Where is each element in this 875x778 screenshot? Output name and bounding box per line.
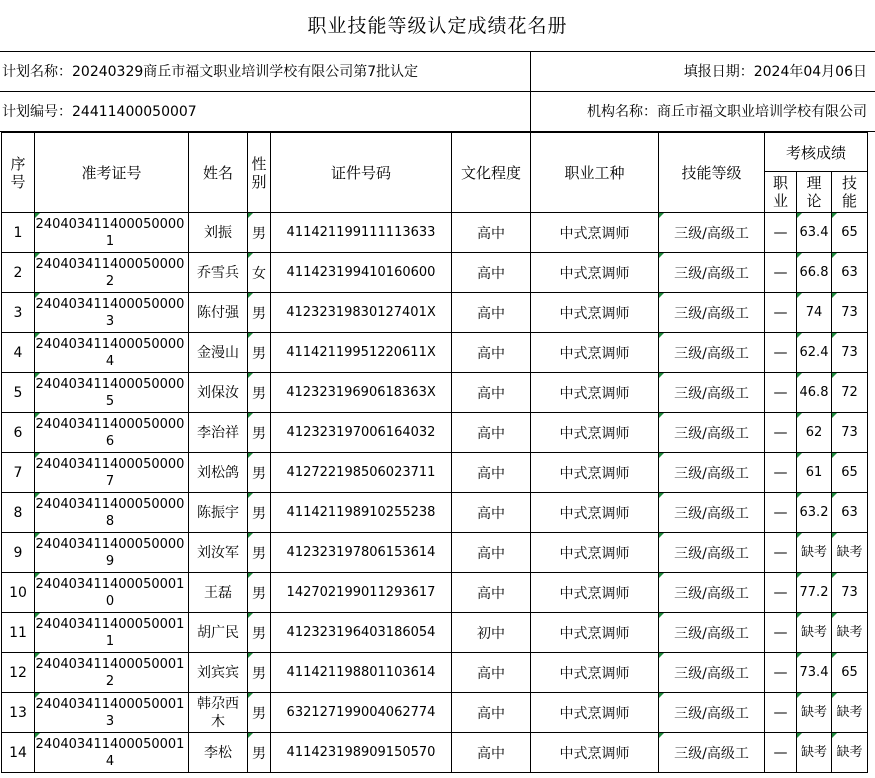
cell-occupation: 中式烹调师: [531, 733, 659, 773]
cell-vocation: —: [765, 653, 797, 693]
cell-skill: 73: [832, 293, 868, 333]
table-row: [2, 613, 868, 653]
cell-theory: 77.2: [797, 573, 832, 613]
cell-seq: 8: [2, 493, 35, 533]
cell-id-no: 411421198801103614: [271, 653, 452, 693]
cell-gender: 男: [248, 653, 271, 693]
cell-theory: 缺考: [797, 533, 832, 573]
cell-occupation: 中式烹调师: [531, 373, 659, 413]
cell-ticket: 2404034114000500004: [35, 333, 189, 373]
cell-theory: 73.4: [797, 653, 832, 693]
cell-skill: 缺考: [832, 613, 868, 653]
cell-name: 陈振宇: [189, 493, 248, 533]
page-title: 职业技能等级认定成绩花名册: [0, 0, 875, 52]
plan-no-row: [0, 92, 875, 132]
cell-education: 高中: [452, 693, 531, 733]
cell-id-no: 411423198909150570: [271, 733, 452, 773]
cell-skill-level: 三级/高级工: [659, 333, 765, 373]
cell-name: 金漫山: [189, 333, 248, 373]
org-name-label: 机构名称：: [587, 104, 657, 120]
cell-name: 李治祥: [189, 413, 248, 453]
cell-occupation: 中式烹调师: [531, 453, 659, 493]
cell-theory: 46.8: [797, 373, 832, 413]
cell-skill: 缺考: [832, 733, 868, 773]
cell-vocation: —: [765, 333, 797, 373]
cell-id-no: 412323197006164032: [271, 413, 452, 453]
table-row: [2, 213, 868, 253]
table-row: [2, 653, 868, 693]
cell-occupation: 中式烹调师: [531, 293, 659, 333]
cell-vocation: —: [765, 733, 797, 773]
cell-occupation: 中式烹调师: [531, 253, 659, 293]
cell-ticket: 2404034114000500001: [35, 213, 189, 253]
info-divider: [530, 92, 531, 131]
cell-occupation: 中式烹调师: [531, 573, 659, 613]
cell-gender: 男: [248, 693, 271, 733]
table-body: [2, 213, 868, 773]
cell-gender: 男: [248, 533, 271, 573]
header-theory: 理论: [797, 172, 832, 213]
cell-gender: 女: [248, 253, 271, 293]
cell-id-no: 41142119951220611X: [271, 333, 452, 373]
cell-seq: 2: [2, 253, 35, 293]
cell-name: 刘振: [189, 213, 248, 253]
cell-ticket: 2404034114000500010: [35, 573, 189, 613]
cell-seq: 4: [2, 333, 35, 373]
header-seq: 序号: [2, 133, 35, 213]
cell-id-no: 142702199011293617: [271, 573, 452, 613]
cell-ticket: 2404034114000500013: [35, 693, 189, 733]
cell-theory: 缺考: [797, 693, 832, 733]
cell-theory: 缺考: [797, 613, 832, 653]
cell-name: 李松: [189, 733, 248, 773]
cell-ticket: 2404034114000500014: [35, 733, 189, 773]
cell-seq: 1: [2, 213, 35, 253]
plan-no-value: 24411400050007: [72, 104, 197, 120]
cell-skill-level: 三级/高级工: [659, 573, 765, 613]
table-row: [2, 253, 868, 293]
cell-occupation: 中式烹调师: [531, 493, 659, 533]
cell-gender: 男: [248, 373, 271, 413]
cell-theory: 63.2: [797, 493, 832, 533]
cell-skill: 63: [832, 253, 868, 293]
cell-name: 刘保汝: [189, 373, 248, 413]
cell-vocation: —: [765, 253, 797, 293]
plan-no: [2, 92, 197, 132]
cell-name: 乔雪兵: [189, 253, 248, 293]
cell-skill-level: 三级/高级工: [659, 213, 765, 253]
cell-education: 高中: [452, 493, 531, 533]
header-scores: 考核成绩: [765, 133, 868, 172]
cell-ticket: 2404034114000500007: [35, 453, 189, 493]
cell-skill: 缺考: [832, 533, 868, 573]
header-name: 姓名: [189, 133, 248, 213]
cell-skill: 72: [832, 373, 868, 413]
header-ticket: 准考证号: [35, 133, 189, 213]
cell-theory: 63.4: [797, 213, 832, 253]
plan-name: [2, 52, 418, 92]
cell-name: 胡广民: [189, 613, 248, 653]
cell-theory: 62.4: [797, 333, 832, 373]
report-date: [684, 52, 867, 92]
cell-seq: 6: [2, 413, 35, 453]
cell-name: 刘汝军: [189, 533, 248, 573]
table-row: [2, 333, 868, 373]
cell-vocation: —: [765, 453, 797, 493]
cell-education: 高中: [452, 533, 531, 573]
cell-vocation: —: [765, 533, 797, 573]
cell-id-no: 412323197806153614: [271, 533, 452, 573]
report-date-label: 填报日期：: [683, 64, 754, 80]
cell-skill-level: 三级/高级工: [659, 733, 765, 773]
cell-vocation: —: [765, 413, 797, 453]
cell-theory: 66.8: [797, 253, 832, 293]
cell-skill: 73: [832, 413, 868, 453]
cell-skill: 65: [832, 453, 868, 493]
header-id-no: 证件号码: [271, 133, 452, 213]
cell-gender: 男: [248, 733, 271, 773]
cell-seq: 10: [2, 573, 35, 613]
plan-no-label: 计划编号：: [2, 104, 72, 120]
cell-vocation: —: [765, 613, 797, 653]
cell-name: 韩尕西木: [189, 693, 248, 733]
cell-occupation: 中式烹调师: [531, 413, 659, 453]
cell-gender: 男: [248, 213, 271, 253]
cell-seq: 11: [2, 613, 35, 653]
cell-name: 刘宾宾: [189, 653, 248, 693]
cell-name: 王磊: [189, 573, 248, 613]
cell-theory: 74: [797, 293, 832, 333]
cell-vocation: —: [765, 573, 797, 613]
cell-seq: 9: [2, 533, 35, 573]
table-row: [2, 733, 868, 773]
table-row: [2, 373, 868, 413]
report-date-value: 2024年04月06日: [753, 64, 867, 80]
cell-education: 初中: [452, 613, 531, 653]
cell-seq: 13: [2, 693, 35, 733]
header-gender: 性别: [248, 133, 271, 213]
cell-id-no: 411421198910255238: [271, 493, 452, 533]
cell-theory: 61: [797, 453, 832, 493]
cell-occupation: 中式烹调师: [531, 333, 659, 373]
cell-vocation: —: [765, 373, 797, 413]
cell-vocation: —: [765, 293, 797, 333]
cell-ticket: 2404034114000500002: [35, 253, 189, 293]
cell-vocation: —: [765, 493, 797, 533]
cell-occupation: 中式烹调师: [531, 533, 659, 573]
cell-seq: 12: [2, 653, 35, 693]
cell-education: 高中: [452, 293, 531, 333]
cell-id-no: 41232319830127401X: [271, 293, 452, 333]
cell-ticket: 2404034114000500008: [35, 493, 189, 533]
cell-gender: 男: [248, 573, 271, 613]
cell-skill-level: 三级/高级工: [659, 293, 765, 333]
cell-skill-level: 三级/高级工: [659, 413, 765, 453]
table-row: [2, 413, 868, 453]
cell-theory: 62: [797, 413, 832, 453]
cell-education: 高中: [452, 453, 531, 493]
table-row: [2, 533, 868, 573]
cell-id-no: 411423199410160600: [271, 253, 452, 293]
org-name: [587, 92, 867, 132]
cell-education: 高中: [452, 733, 531, 773]
cell-occupation: 中式烹调师: [531, 693, 659, 733]
cell-gender: 男: [248, 413, 271, 453]
cell-ticket: 2404034114000500011: [35, 613, 189, 653]
cell-skill-level: 三级/高级工: [659, 653, 765, 693]
cell-id-no: 41232319690618363X: [271, 373, 452, 413]
cell-education: 高中: [452, 373, 531, 413]
cell-education: 高中: [452, 413, 531, 453]
table-row: [2, 693, 868, 733]
cell-skill: 缺考: [832, 693, 868, 733]
header-row: [2, 133, 868, 172]
cell-ticket: 2404034114000500009: [35, 533, 189, 573]
cell-skill: 73: [832, 573, 868, 613]
cell-gender: 男: [248, 453, 271, 493]
cell-skill-level: 三级/高级工: [659, 253, 765, 293]
cell-skill-level: 三级/高级工: [659, 493, 765, 533]
cell-education: 高中: [452, 333, 531, 373]
cell-gender: 男: [248, 333, 271, 373]
table-row: [2, 293, 868, 333]
cell-occupation: 中式烹调师: [531, 653, 659, 693]
plan-name-row: [0, 52, 875, 92]
cell-seq: 7: [2, 453, 35, 493]
cell-gender: 男: [248, 293, 271, 333]
cell-skill: 65: [832, 213, 868, 253]
cell-ticket: 2404034114000500003: [35, 293, 189, 333]
cell-seq: 3: [2, 293, 35, 333]
cell-ticket: 2404034114000500006: [35, 413, 189, 453]
cell-vocation: —: [765, 693, 797, 733]
cell-education: 高中: [452, 253, 531, 293]
header-vocation: 职业: [765, 172, 797, 213]
cell-theory: 缺考: [797, 733, 832, 773]
cell-occupation: 中式烹调师: [531, 613, 659, 653]
cell-name: 刘松鸽: [189, 453, 248, 493]
info-divider: [530, 52, 531, 91]
cell-seq: 5: [2, 373, 35, 413]
cell-occupation: 中式烹调师: [531, 213, 659, 253]
cell-id-no: 412323196403186054: [271, 613, 452, 653]
header-skill-level: 技能等级: [659, 133, 765, 213]
plan-name-value: 20240329商丘市福文职业培训学校有限公司第7批认定: [72, 64, 419, 80]
cell-education: 高中: [452, 213, 531, 253]
org-name-value: 商丘市福文职业培训学校有限公司: [657, 104, 867, 120]
table-row: [2, 573, 868, 613]
cell-skill: 63: [832, 493, 868, 533]
cell-skill-level: 三级/高级工: [659, 613, 765, 653]
cell-skill-level: 三级/高级工: [659, 693, 765, 733]
plan-name-label: 计划名称：: [2, 64, 72, 80]
table-row: [2, 453, 868, 493]
cell-name: 陈付强: [189, 293, 248, 333]
cell-id-no: 412722198506023711: [271, 453, 452, 493]
cell-skill-level: 三级/高级工: [659, 533, 765, 573]
cell-skill-level: 三级/高级工: [659, 373, 765, 413]
cell-id-no: 632127199004062774: [271, 693, 452, 733]
score-table: [1, 132, 868, 773]
cell-id-no: 411421199111113633: [271, 213, 452, 253]
cell-ticket: 2404034114000500012: [35, 653, 189, 693]
cell-vocation: —: [765, 213, 797, 253]
cell-skill-level: 三级/高级工: [659, 453, 765, 493]
table-row: [2, 493, 868, 533]
header-skill: 技能: [832, 172, 868, 213]
cell-seq: 14: [2, 733, 35, 773]
cell-education: 高中: [452, 573, 531, 613]
cell-education: 高中: [452, 653, 531, 693]
cell-skill: 65: [832, 653, 868, 693]
header-education: 文化程度: [452, 133, 531, 213]
header-occupation: 职业工种: [531, 133, 659, 213]
cell-gender: 男: [248, 613, 271, 653]
cell-gender: 男: [248, 493, 271, 533]
cell-skill: 73: [832, 333, 868, 373]
cell-ticket: 2404034114000500005: [35, 373, 189, 413]
